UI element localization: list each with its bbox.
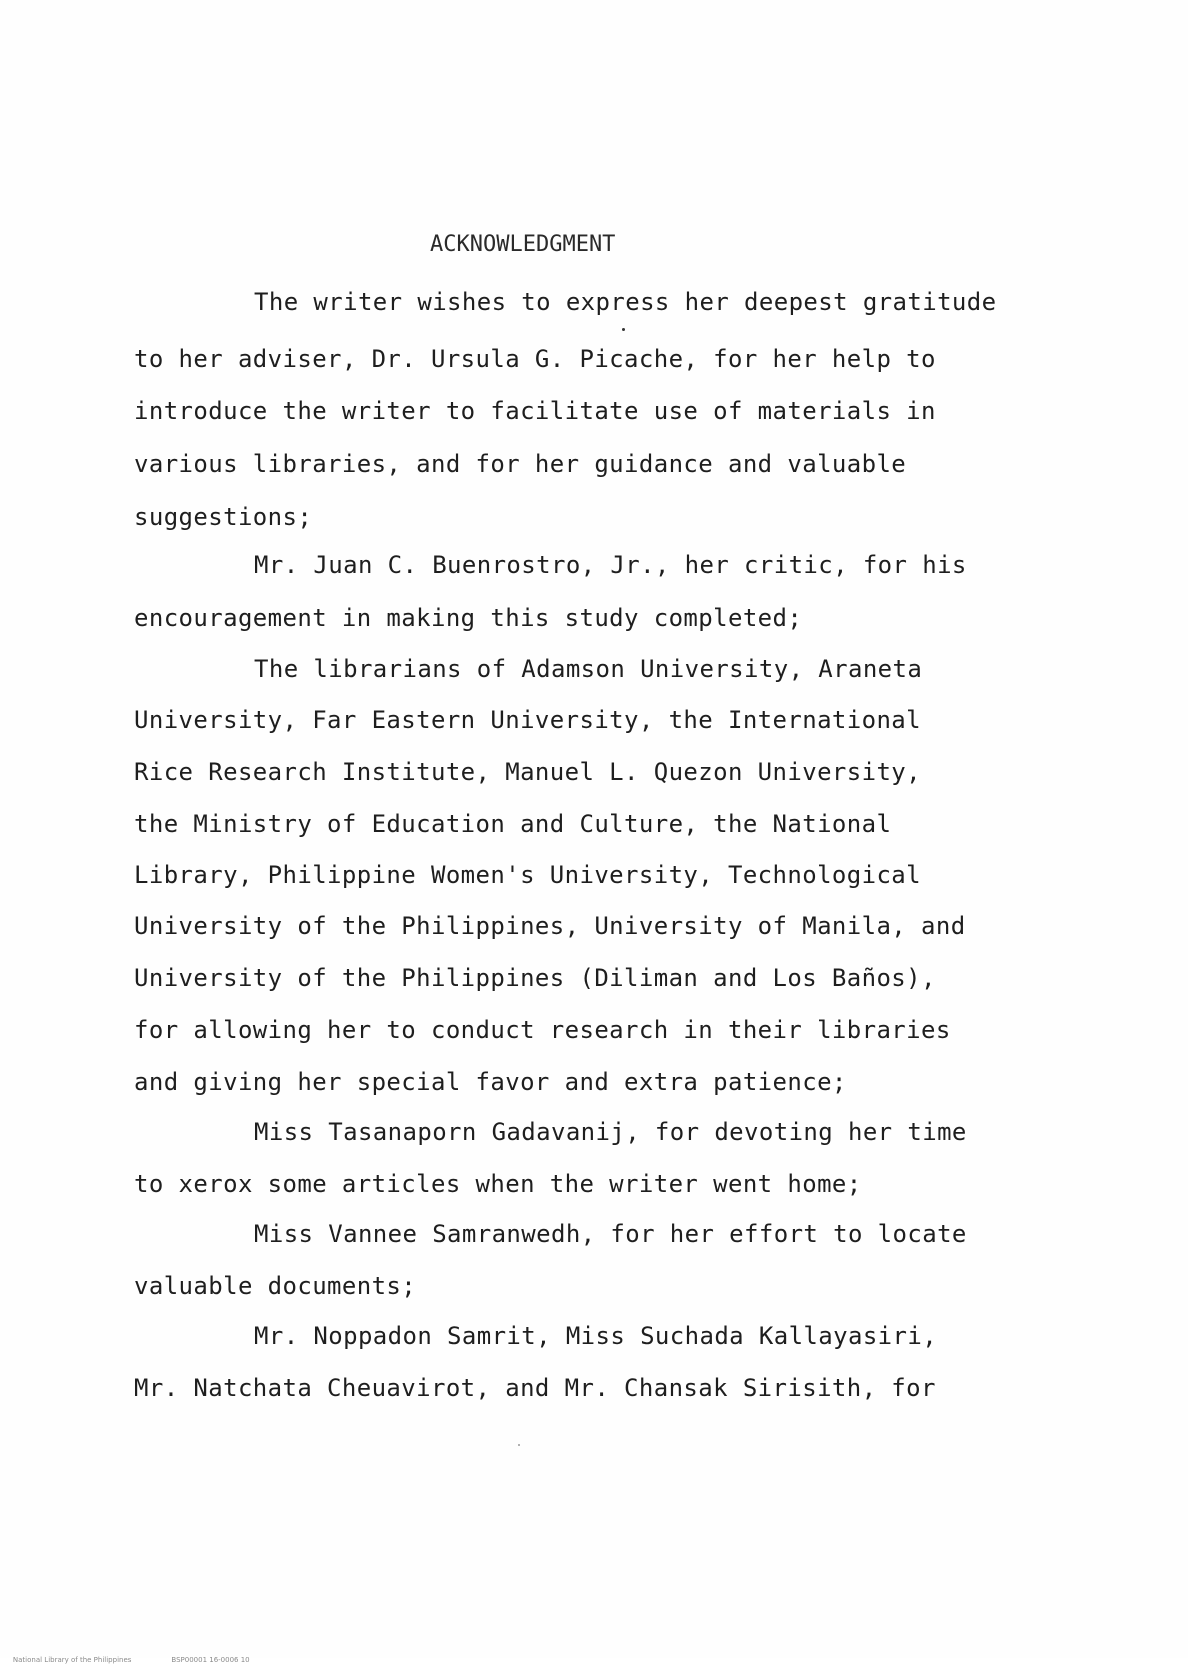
text-line: valuable documents;: [134, 1272, 417, 1300]
text-line: Mr. Natchata Cheuavirot, and Mr. Chansak Sirisith, for: [134, 1374, 936, 1402]
text-line: Miss Tasanaporn Gadavanij, for devoting her time: [254, 1118, 967, 1146]
text-line: Rice Research Institute, Manuel L. Quezon University,: [134, 758, 922, 786]
footer-id: BSP00001 16-0006 10: [171, 1656, 250, 1664]
text-line: the Ministry of Education and Culture, the National: [134, 810, 892, 838]
text-line: University, Far Eastern University, the International: [134, 706, 922, 734]
scan-footer: [4, 1648, 290, 1672]
text-line: encouragement in making this study completed;: [134, 604, 803, 632]
text-line: suggestions;: [134, 503, 313, 531]
text-line: to xerox some articles when the writer went home;: [134, 1170, 862, 1198]
text-line: for allowing her to conduct research in their libraries: [134, 1016, 951, 1044]
text-line: The writer wishes to express her deepest gratitude: [254, 288, 997, 316]
stray-mark: [622, 328, 625, 331]
text-line: various libraries, and for her guidance and valuable: [134, 450, 907, 478]
stray-mark: [518, 1444, 520, 1446]
text-line: Mr. Noppadon Samrit, Miss Suchada Kallayasiri,: [254, 1322, 938, 1350]
footer-source: National Library of the Philippines: [12, 1656, 132, 1664]
text-line: introduce the writer to facilitate use of materials in: [134, 397, 936, 425]
text-line: and giving her special favor and extra patience;: [134, 1068, 847, 1096]
text-line: Mr. Juan C. Buenrostro, Jr., her critic, for his: [254, 551, 967, 579]
text-line: The librarians of Adamson University, Araneta: [254, 655, 923, 683]
text-line: Library, Philippine Women's University, Technological: [134, 861, 922, 889]
text-line: to her adviser, Dr. Ursula G. Picache, for her help to: [134, 345, 936, 373]
page-title: ACKNOWLEDGMENT: [430, 232, 616, 257]
text-line: University of the Philippines, University of Manila, and: [134, 912, 966, 940]
text-line: University of the Philippines (Diliman and Los Baños),: [134, 964, 936, 992]
text-line: Miss Vannee Samranwedh, for her effort to locate: [254, 1220, 967, 1248]
